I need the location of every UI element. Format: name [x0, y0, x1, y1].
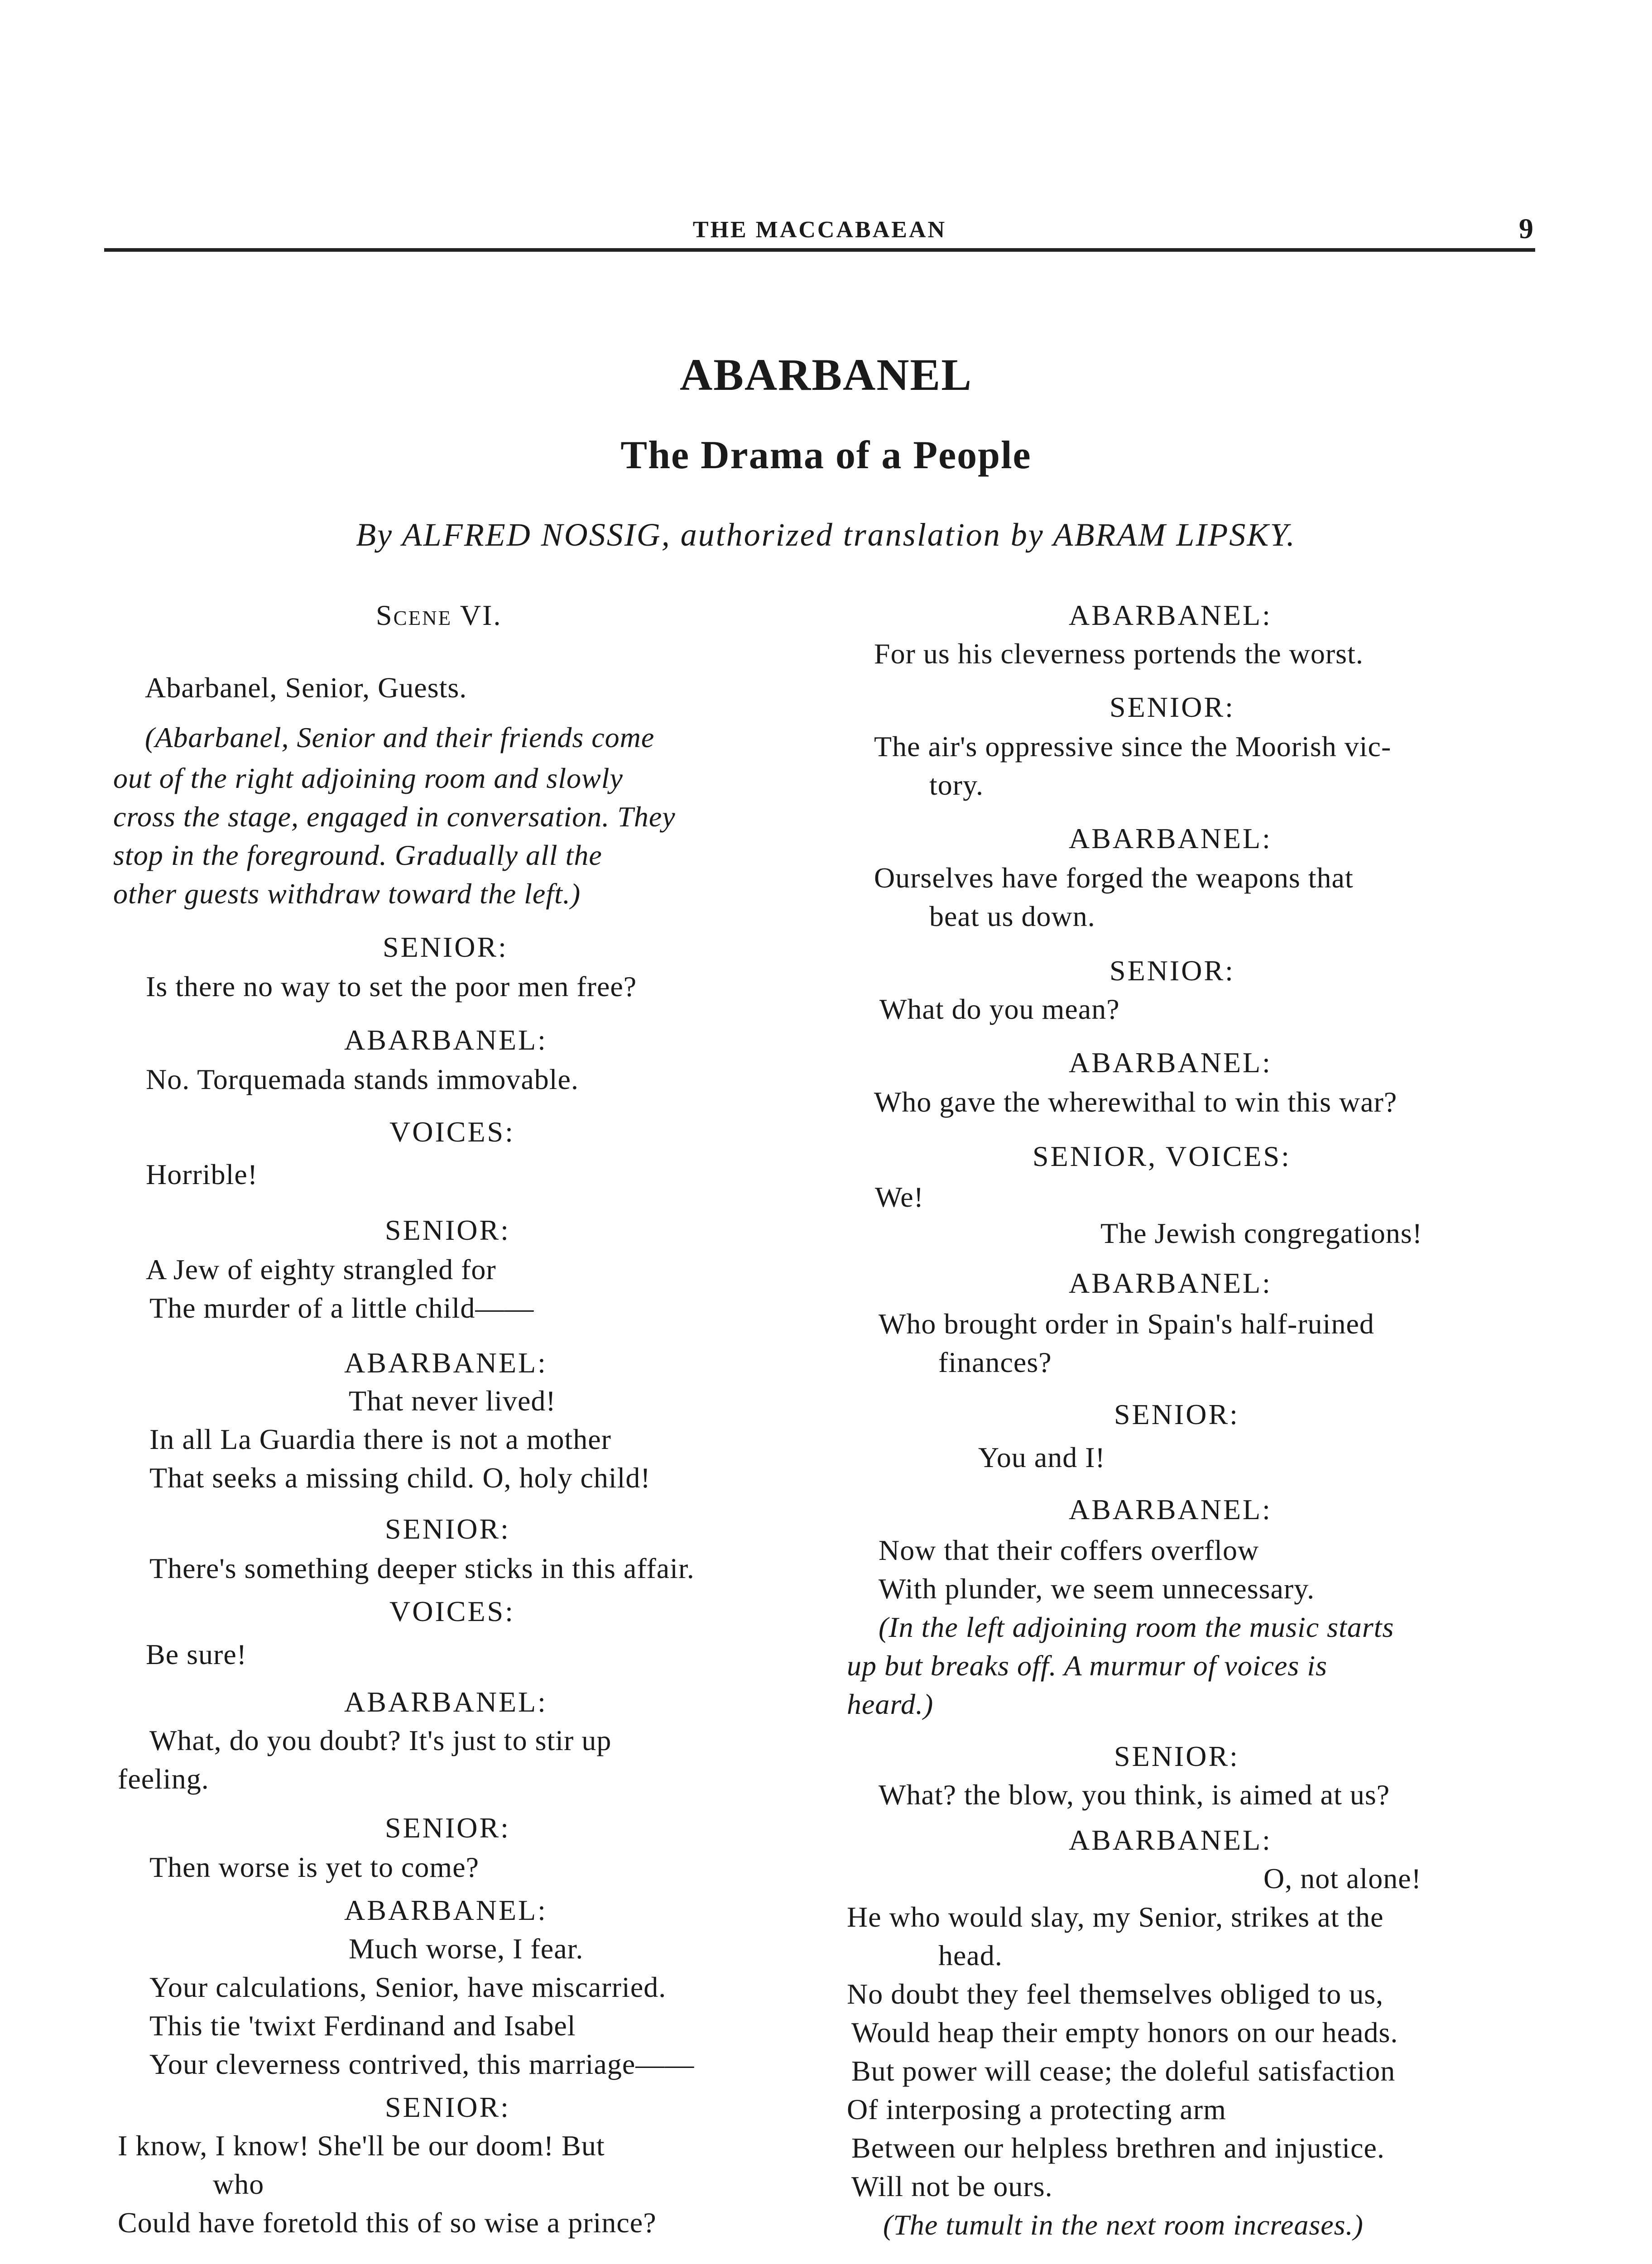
speaker-label: ABARBANEL:	[1069, 1824, 1272, 1856]
article-title: ABARBANEL	[680, 350, 972, 400]
dialogue-line: There's something deeper sticks in this affair.	[149, 1552, 695, 1584]
speaker-label: ABARBANEL:	[344, 1686, 547, 1718]
speaker-label: SENIOR:	[383, 931, 508, 963]
speaker-label: ABARBANEL:	[1069, 1493, 1272, 1525]
stage-direction-line: (The tumult in the next room increases.)	[883, 2209, 1364, 2241]
speaker-label: ABARBANEL:	[344, 1024, 547, 1056]
dialogue-line: head.	[938, 1939, 1003, 1971]
article-subtitle: The Drama of a People	[620, 433, 1032, 477]
dialogue-line: Who brought order in Spain's half-ruined	[879, 1308, 1374, 1340]
speaker-label: SENIOR:	[1109, 691, 1235, 723]
dialogue-line: No doubt they feel themselves obliged to us,	[847, 1978, 1384, 2010]
dialogue-line: What? the blow, you think, is aimed at us?	[879, 1779, 1390, 1811]
speaker-label: SENIOR:	[385, 2091, 510, 2123]
dialogue-line: tory.	[929, 769, 984, 801]
stage-direction-line: heard.)	[847, 1688, 934, 1720]
dialogue-line: What do you mean?	[879, 993, 1120, 1025]
dialogue-line: Of interposing a protecting arm	[847, 2093, 1226, 2125]
stage-direction-line: up but breaks off. A murmur of voices is	[847, 1650, 1327, 1682]
dialogue-line: Would heap their empty honors on our heads.	[851, 2016, 1398, 2048]
dialogue-line: With plunder, we seem unnecessary.	[879, 1573, 1315, 1605]
speaker-label: ABARBANEL:	[1069, 1267, 1272, 1299]
dialogue-line: Horrible!	[146, 1158, 258, 1190]
running-title: THE MACCABAEAN	[692, 217, 947, 243]
dialogue-line: beat us down.	[929, 900, 1095, 932]
dialogue-line: finances?	[938, 1346, 1052, 1378]
dialogue-line: The Jewish congregations!	[1100, 1217, 1423, 1249]
dialogue-line: He who would slay, my Senior, strikes at the	[847, 1901, 1384, 1933]
speaker-label: ABARBANEL:	[1069, 599, 1272, 631]
dialogue-line: That seeks a missing child. O, holy child!	[149, 1462, 651, 1494]
dialogue-line: Be sure!	[146, 1638, 247, 1670]
dialogue-line: In all La Guardia there is not a mother	[149, 1423, 611, 1455]
stage-direction-line: (In the left adjoining room the music starts	[879, 1611, 1394, 1643]
dialogue-line: who	[213, 2168, 264, 2200]
dialogue-line: feeling.	[118, 1763, 209, 1795]
dialogue-line: What, do you doubt? It's just to stir up	[149, 1724, 612, 1756]
dialogue-line: Between our helpless brethren and injustice.	[851, 2132, 1385, 2164]
speaker-label: VOICES:	[389, 1595, 515, 1627]
speaker-label: ABARBANEL:	[344, 1894, 547, 1926]
dialogue-line: For us his cleverness portends the worst.	[874, 638, 1364, 670]
dialogue-line: No. Torquemada stands immovable.	[146, 1063, 579, 1095]
speaker-label: SENIOR:	[1114, 1740, 1239, 1772]
stage-direction-line: other guests withdraw toward the left.)	[113, 878, 581, 910]
speaker-label: VOICES:	[389, 1116, 515, 1148]
speaker-label: SENIOR:	[1114, 1398, 1239, 1430]
dialogue-line: Will not be ours.	[851, 2170, 1053, 2202]
dialogue-line: A Jew of eighty strangled for	[146, 1253, 496, 1285]
dialogue-line: Your calculations, Senior, have miscarried.	[149, 1971, 667, 2003]
dialogue-line: Now that their coffers overflow	[879, 1534, 1259, 1566]
header-rule	[104, 248, 1535, 252]
dialogue-line: We!	[875, 1181, 924, 1213]
dialogue-line: Who gave the wherewithal to win this war?	[874, 1086, 1397, 1118]
dialogue-line: But power will cease; the doleful satisfaction	[851, 2055, 1396, 2087]
dialogue-line: The air's oppressive since the Moorish vic-	[874, 730, 1392, 763]
article-byline: By ALFRED NOSSIG, authorized translation by ABRAM LIPSKY.	[356, 517, 1296, 553]
dialogue-line: You and I!	[978, 1441, 1105, 1473]
stage-direction-line: out of the right adjoining room and slowly	[113, 762, 623, 794]
dialogue-line: The murder of a little child——	[149, 1292, 534, 1324]
stage-direction-line: (Abarbanel, Senior and their friends come	[145, 721, 655, 753]
stage-direction-line: cross the stage, engaged in conversation. They	[113, 801, 676, 833]
dialogue-line: Could have foretold this of so wise a prince?	[118, 2206, 657, 2239]
dialogue-line: Is there no way to set the poor men free?	[146, 970, 637, 1002]
speaker-label: SENIOR:	[385, 1812, 510, 1844]
dialogue-line: Then worse is yet to come?	[149, 1851, 479, 1883]
dialogue-line: This tie 'twixt Ferdinand and Isabel	[149, 2010, 576, 2042]
dialogue-line: O, not alone!	[1263, 1862, 1421, 1895]
speaker-label: ABARBANEL:	[1069, 822, 1272, 854]
dialogue-line: Your cleverness contrived, this marriage——	[149, 2048, 695, 2080]
scene-heading: Scene VI.	[376, 599, 502, 631]
speaker-label: SENIOR:	[385, 1513, 510, 1545]
dialogue-line: That never lived!	[349, 1385, 556, 1417]
dialogue-line: Much worse, I fear.	[349, 1933, 584, 1965]
stage-direction-line: stop in the foreground. Gradually all the	[113, 839, 602, 871]
dialogue-line: I know, I know! She'll be our doom! But	[118, 2130, 605, 2162]
speaker-label: SENIOR:	[385, 1214, 510, 1246]
speaker-label: SENIOR, VOICES:	[1032, 1140, 1291, 1172]
scene-characters: Abarbanel, Senior, Guests.	[145, 672, 467, 704]
running-header	[104, 212, 1535, 248]
speaker-label: ABARBANEL:	[1069, 1046, 1272, 1079]
page-number: 9	[1519, 212, 1535, 245]
speaker-label: ABARBANEL:	[344, 1347, 547, 1379]
dialogue-line: Ourselves have forged the weapons that	[874, 862, 1354, 894]
speaker-label: SENIOR:	[1109, 955, 1235, 987]
